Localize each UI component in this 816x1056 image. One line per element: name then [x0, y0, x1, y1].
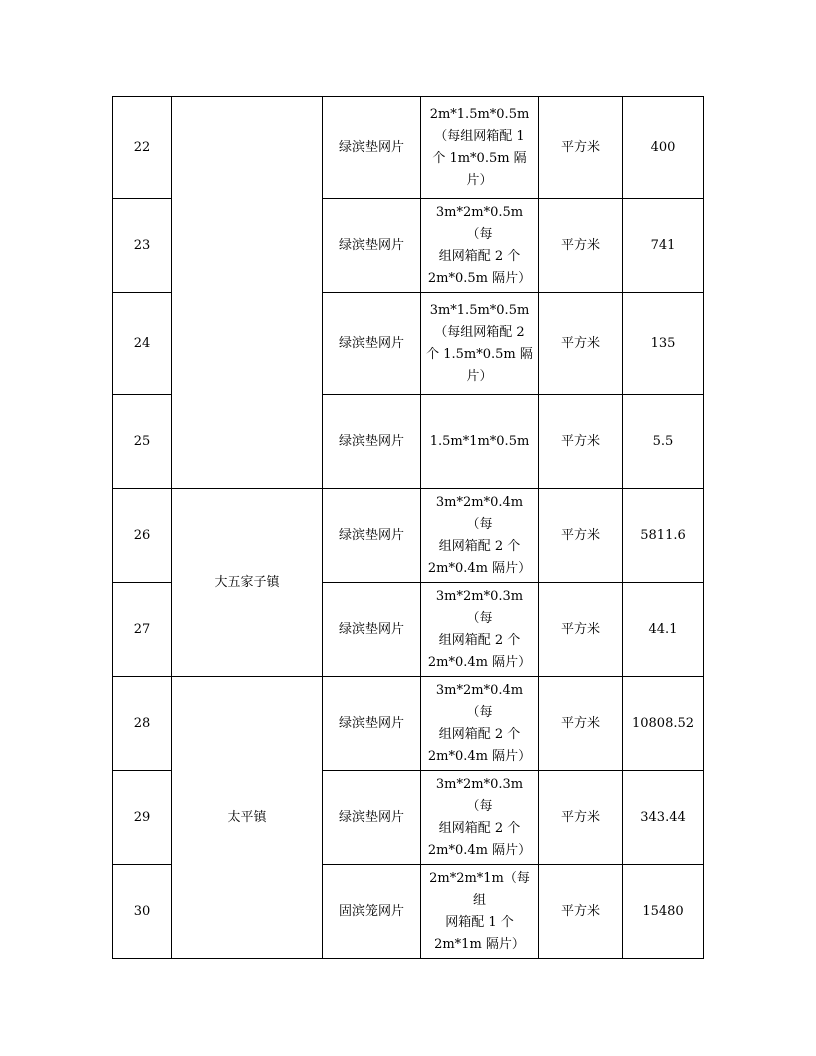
- unit-cell: 平方米: [539, 865, 623, 959]
- quantity-cell: 741: [623, 199, 704, 293]
- material-name: 绿滨垫网片: [323, 199, 421, 293]
- material-spec: 2m*2m*1m（每组 网箱配 1 个 2m*1m 隔片）: [421, 865, 539, 959]
- quantity-cell: 343.44: [623, 771, 704, 865]
- material-name: 绿滨垫网片: [323, 97, 421, 199]
- material-spec: 3m*2m*0.3m（每 组网箱配 2 个 2m*0.4m 隔片）: [421, 583, 539, 677]
- quantity-cell: 10808.52: [623, 677, 704, 771]
- row-number: 25: [113, 395, 172, 489]
- unit-cell: 平方米: [539, 771, 623, 865]
- unit-cell: 平方米: [539, 489, 623, 583]
- material-spec: 3m*2m*0.5m（每 组网箱配 2 个 2m*0.5m 隔片）: [421, 199, 539, 293]
- material-spec: 3m*2m*0.4m（每 组网箱配 2 个 2m*0.4m 隔片）: [421, 677, 539, 771]
- town-cell: 大五家子镇: [172, 489, 323, 677]
- material-name: 绿滨垫网片: [323, 771, 421, 865]
- material-spec: 3m*2m*0.3m（每 组网箱配 2 个 2m*0.4m 隔片）: [421, 771, 539, 865]
- material-name: 绿滨垫网片: [323, 395, 421, 489]
- quantity-cell: 15480: [623, 865, 704, 959]
- town-cell: [172, 97, 323, 489]
- quantity-cell: 5.5: [623, 395, 704, 489]
- row-number: 24: [113, 293, 172, 395]
- material-spec: 1.5m*1m*0.5m: [421, 395, 539, 489]
- unit-cell: 平方米: [539, 97, 623, 199]
- row-number: 30: [113, 865, 172, 959]
- material-name: 绿滨垫网片: [323, 677, 421, 771]
- material-name: 固滨笼网片: [323, 865, 421, 959]
- material-name: 绿滨垫网片: [323, 489, 421, 583]
- material-spec: 3m*2m*0.4m（每 组网箱配 2 个 2m*0.4m 隔片）: [421, 489, 539, 583]
- unit-cell: 平方米: [539, 677, 623, 771]
- unit-cell: 平方米: [539, 293, 623, 395]
- quantity-cell: 5811.6: [623, 489, 704, 583]
- town-cell: 太平镇: [172, 677, 323, 959]
- row-number: 26: [113, 489, 172, 583]
- row-number: 27: [113, 583, 172, 677]
- quantity-cell: 44.1: [623, 583, 704, 677]
- material-name: 绿滨垫网片: [323, 293, 421, 395]
- material-spec: 3m*1.5m*0.5m （每组网箱配 2 个 1.5m*0.5m 隔 片）: [421, 293, 539, 395]
- unit-cell: 平方米: [539, 583, 623, 677]
- quantity-cell: 400: [623, 97, 704, 199]
- table-row: [113, 97, 704, 199]
- row-number: 28: [113, 677, 172, 771]
- table-row: [113, 677, 704, 771]
- row-number: 29: [113, 771, 172, 865]
- row-number: 22: [113, 97, 172, 199]
- material-spec: 2m*1.5m*0.5m （每组网箱配 1 个 1m*0.5m 隔 片）: [421, 97, 539, 199]
- unit-cell: 平方米: [539, 199, 623, 293]
- unit-cell: 平方米: [539, 395, 623, 489]
- row-number: 23: [113, 199, 172, 293]
- material-name: 绿滨垫网片: [323, 583, 421, 677]
- quantity-cell: 135: [623, 293, 704, 395]
- table-row: [113, 489, 704, 583]
- materials-table: [112, 96, 704, 959]
